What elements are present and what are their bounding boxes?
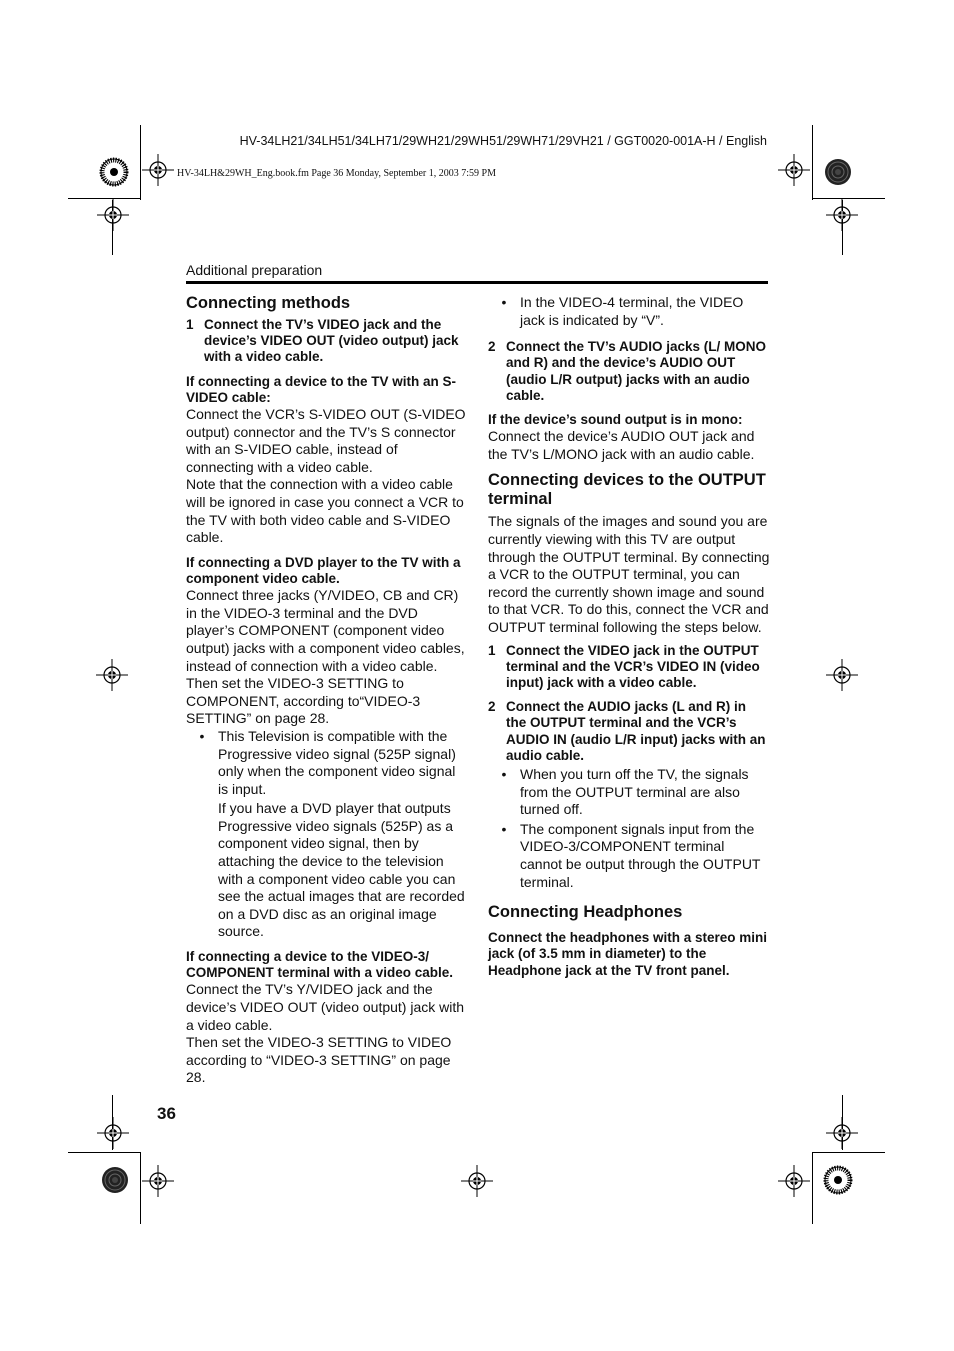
bullet-text: The component signals input from the VIDEO-3/COMPONENT terminal cannot be output through the OUTPUT terminal.: [520, 820, 761, 890]
page-number: 36: [157, 1104, 176, 1123]
video3-paragraph-1: Connect the TV’s Y/VIDEO jack and the device’s VIDEO OUT (video output) jack with a video cable.: [186, 981, 465, 1033]
reg-sun-tl: [101, 159, 127, 185]
step-text: Connect the TV’s VIDEO jack and the device’s VIDEO OUT (video output) jack with a video cable.: [204, 317, 459, 365]
bullet-text: When you turn off the TV, the signals from the OUTPUT terminal are also turned off.: [520, 765, 749, 818]
step-number: 2: [488, 699, 496, 715]
video3-heading: If connecting a device to the VIDEO-3/ COMPONENT terminal with a video cable.: [186, 949, 454, 981]
file-info: HV-34LH&29WH_Eng.book.fm Page 36 Monday, September 1, 2003 7:59 PM: [177, 168, 496, 179]
right-column: [488, 294, 770, 979]
output-bullet-2: [488, 821, 770, 891]
svideo-paragraph-1: Connect the VCR’s S-VIDEO OUT (S-VIDEO output) connector and the TV’s S connector with an S-VIDEO cable, instead of connecting with a video cable.: [186, 406, 466, 475]
svideo-paragraph-2: Note that the connection with a video cable will be ignored in case you connect a VCR to the TV with both video cable and S-VIDEO cable.: [186, 476, 464, 546]
output-paragraph: The signals of the images and sound you are currently viewing with this TV are output through the OUTPUT terminal. By connecting a VCR to the OUTPUT terminal, you can record the currently shown image and sound to that VCR. To do this, connect the VCR and OUTPUT terminal following the steps below.: [488, 513, 770, 635]
dvd-paragraph: Connect three jacks (Y/VIDEO, CB and CR) in the VIDEO-3 terminal and the DVD player’s COMPONENT (component video output) jacks with a component video cables, instead of connection with a video cable. Then set the VIDEO-3 SETTING to COMPONENT, according to“VIDEO-3 SETTING” on page 28.: [186, 587, 465, 727]
connecting-methods-title: Connecting methods: [186, 294, 351, 312]
step-2: [488, 339, 770, 404]
headphones-title: Connecting Headphones: [488, 903, 683, 922]
video4-bullet: [488, 294, 770, 329]
output-step-2: [488, 699, 770, 764]
dvd-bullet: [186, 728, 468, 798]
step-1: [186, 317, 468, 366]
bullet-glyph: •: [501, 820, 507, 837]
step-number: 1: [186, 317, 194, 332]
svideo-heading: If connecting a device to the TV with an S-VIDEO cable:: [186, 373, 457, 405]
mono-heading: If the device’s sound output is in mono:: [488, 412, 743, 427]
output-step-1: [488, 643, 770, 692]
step-number: 1: [488, 642, 496, 658]
step-number: 2: [488, 339, 496, 355]
step-text: Connect the AUDIO jacks (L and R) in the OUTPUT terminal and the VCR’s AUDIO IN (audio L/R input) jacks with an audio cable.: [506, 699, 766, 763]
bullet-glyph: •: [501, 294, 507, 310]
output-bullet-1: [488, 766, 770, 819]
left-column: [186, 294, 468, 1087]
video3-paragraph-2: Then set the VIDEO-3 SETTING to VIDEO according to “VIDEO-3 SETTING” on page 28.: [186, 1034, 452, 1086]
headphones-paragraph: Connect the headphones with a stereo mini jack (of 3.5 mm in diameter) to the Headphone jack at the TV front panel.: [488, 930, 768, 978]
bullet-glyph: •: [199, 727, 205, 744]
dvd-heading: If connecting a DVD player to the TV with a component video cable.: [186, 554, 461, 586]
output-terminal-title: Connecting devices to the OUTPUT terminal: [488, 471, 766, 509]
bullet-glyph: •: [501, 765, 507, 782]
bullet-text: This Television is compatible with the Progressive video signal (525P signal) only when the component video signal is input.: [218, 727, 456, 797]
section-header: Additional preparation: [186, 262, 323, 278]
step-text: Connect the TV’s AUDIO jacks (L/ MONO and R) and the device’s AUDIO OUT (audio L/R output) jacks with an audio cable.: [506, 339, 767, 403]
model-line: HV-34LH21/34LH51/34LH71/29WH21/29WH51/29WH71/29VH21 / GGT0020-001A-H / English: [239, 134, 767, 148]
bullet-text: In the VIDEO-4 terminal, the VIDEO jack is indicated by “V”.: [520, 294, 744, 328]
header-rule: [186, 281, 768, 284]
step-text: Connect the VIDEO jack in the OUTPUT terminal and the VCR’s VIDEO IN (video input) jack with a video cable.: [506, 642, 760, 690]
mono-paragraph: Connect the device’s AUDIO OUT jack and the TV’s L/MONO jack with an audio cable.: [488, 428, 755, 462]
dvd-bullet-continued: If you have a DVD player that outputs Progressive video signals (525P) as a component video signal, then by attaching the device to the television with a component video cable you can see the actual images that are recorded on a DVD disc as an original image source.: [218, 800, 465, 940]
